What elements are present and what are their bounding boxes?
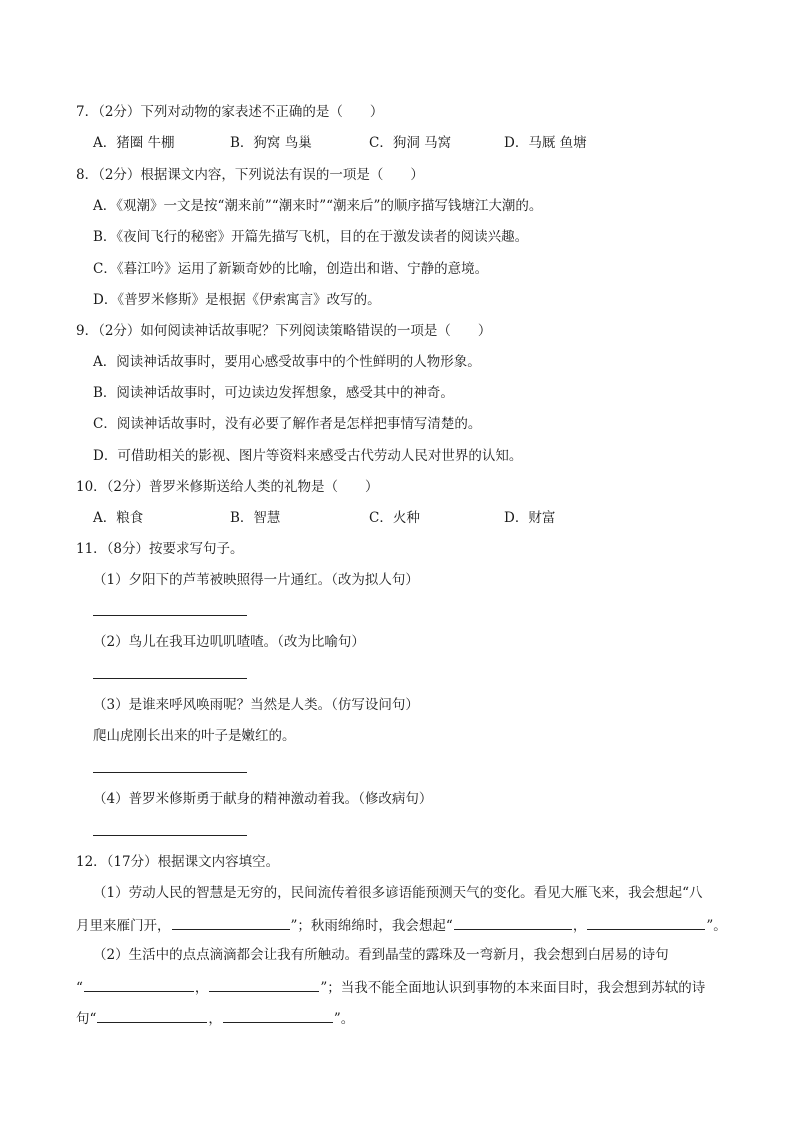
fill-blank-7[interactable]	[223, 1008, 333, 1023]
answer-line-11-3[interactable]	[93, 772, 247, 773]
question-9-option-c: C．阅读神话故事时，没有必要了解作者是怎样把事情写清楚的。	[93, 416, 482, 432]
question-10-option-d: D．财富	[504, 510, 556, 526]
question-7-option-a: A．猪圈 牛棚	[93, 135, 175, 151]
text-segment: ”。	[333, 1011, 355, 1027]
fill-blank-6[interactable]	[97, 1008, 207, 1023]
text-segment: 句“	[76, 1011, 97, 1027]
text-segment: ，	[572, 918, 587, 934]
text-segment: ，	[208, 1011, 222, 1027]
text-segment: ”。	[706, 918, 727, 934]
answer-line-11-4[interactable]	[93, 835, 247, 836]
text-segment: ”；当我不能全面地认识到事物的本来面目时，我会想到苏轼的诗	[320, 980, 706, 996]
question-11-part-4: （4）普罗米修斯勇于献身的精神激动着我。（修改病句）	[93, 791, 433, 807]
question-9-option-b: B．阅读神话故事时，可边读边发挥想象，感受其中的神奇。	[93, 385, 454, 401]
question-7-option-d: D．马厩 鱼塘	[504, 135, 587, 151]
text-segment: “	[76, 980, 83, 996]
question-11-part-1: （1）夕阳下的芦苇被映照得一片通红。（改为拟人句）	[93, 572, 419, 588]
question-10-option-a: A．粮食	[93, 510, 144, 526]
question-12-part-1-line-1: （1）劳动人民的智慧是无穷的，民间流传着很多谚语能预测天气的变化。看见大雁飞来，我会想起“八	[93, 885, 703, 901]
question-12-part-2-line-1: （2）生活中的点点滴滴都会让我有所触动。看到晶莹的露珠及一弯新月，我会想到白居易的诗句	[93, 947, 669, 963]
text-segment: ”；秋雨绵绵时，我会想起“	[290, 918, 453, 934]
question-11-part-3-example: 爬山虎刚长出来的叶子是嫩红的。	[93, 728, 296, 744]
question-11-stem: 11．（8分）按要求写句子。	[76, 541, 244, 557]
question-7-option-b: B．狗窝 鸟巢	[230, 135, 312, 151]
question-7-option-c: C．狗洞 马窝	[369, 135, 452, 151]
question-9-option-d: D．可借助相关的影视、图片等资料来感受古代劳动人民对世界的认知。	[93, 448, 523, 464]
question-10-stem: 10．（2分）普罗米修斯送给人类的礼物是（ ）	[76, 479, 379, 495]
question-12-part-2-line-3	[76, 1008, 354, 1026]
fill-blank-1[interactable]	[172, 915, 290, 930]
question-12-stem: 12．（17分）根据课文内容填空。	[76, 854, 280, 870]
fill-blank-3[interactable]	[587, 915, 705, 930]
answer-line-11-1[interactable]	[93, 615, 247, 616]
question-12-part-1-line-2	[76, 915, 727, 933]
question-10-option-b: B．智慧	[230, 510, 281, 526]
question-10-option-c: C．火种	[369, 510, 420, 526]
text-segment: 月里来雁门开，	[76, 918, 171, 934]
question-9-option-a: A．阅读神话故事时，要用心感受故事中的个性鲜明的人物形象。	[93, 354, 481, 370]
question-11-part-3: （3）是谁来呼风唤雨呢？当然是人类。（仿写设问句）	[93, 697, 419, 713]
question-12-part-2-line-2	[76, 977, 705, 995]
answer-line-11-2[interactable]	[93, 678, 247, 679]
question-8-option-b: B．《夜间飞行的秘密》开篇先描写飞机，目的在于激发读者的阅读兴趣。	[93, 229, 529, 245]
question-8-option-d: D．《普罗米修斯》是根据《伊索寓言》改写的。	[93, 292, 381, 308]
fill-blank-5[interactable]	[209, 977, 319, 992]
question-7-stem: 7．（2分）下列对动物的家表述不正确的是（ ）	[76, 104, 384, 120]
text-segment: ，	[194, 980, 209, 996]
question-8-stem: 8．（2分）根据课文内容，下列说法有误的一项是（ ）	[76, 167, 424, 183]
question-8-option-c: C．《暮江吟》运用了新颖奇妙的比喻，创造出和谐、宁静的意境。	[93, 261, 489, 277]
fill-blank-2[interactable]	[454, 915, 572, 930]
question-9-stem: 9．（2分）如何阅读神话故事呢？下列阅读策略错误的一项是（ ）	[76, 323, 492, 339]
fill-blank-4[interactable]	[84, 977, 194, 992]
question-11-part-2: （2）鸟儿在我耳边叽叽喳喳。（改为比喻句）	[93, 634, 365, 650]
question-8-option-a: A．《观潮》一文是按“潮来前”“潮来时”“潮来后”的顺序描写钱塘江大潮的。	[93, 198, 543, 214]
